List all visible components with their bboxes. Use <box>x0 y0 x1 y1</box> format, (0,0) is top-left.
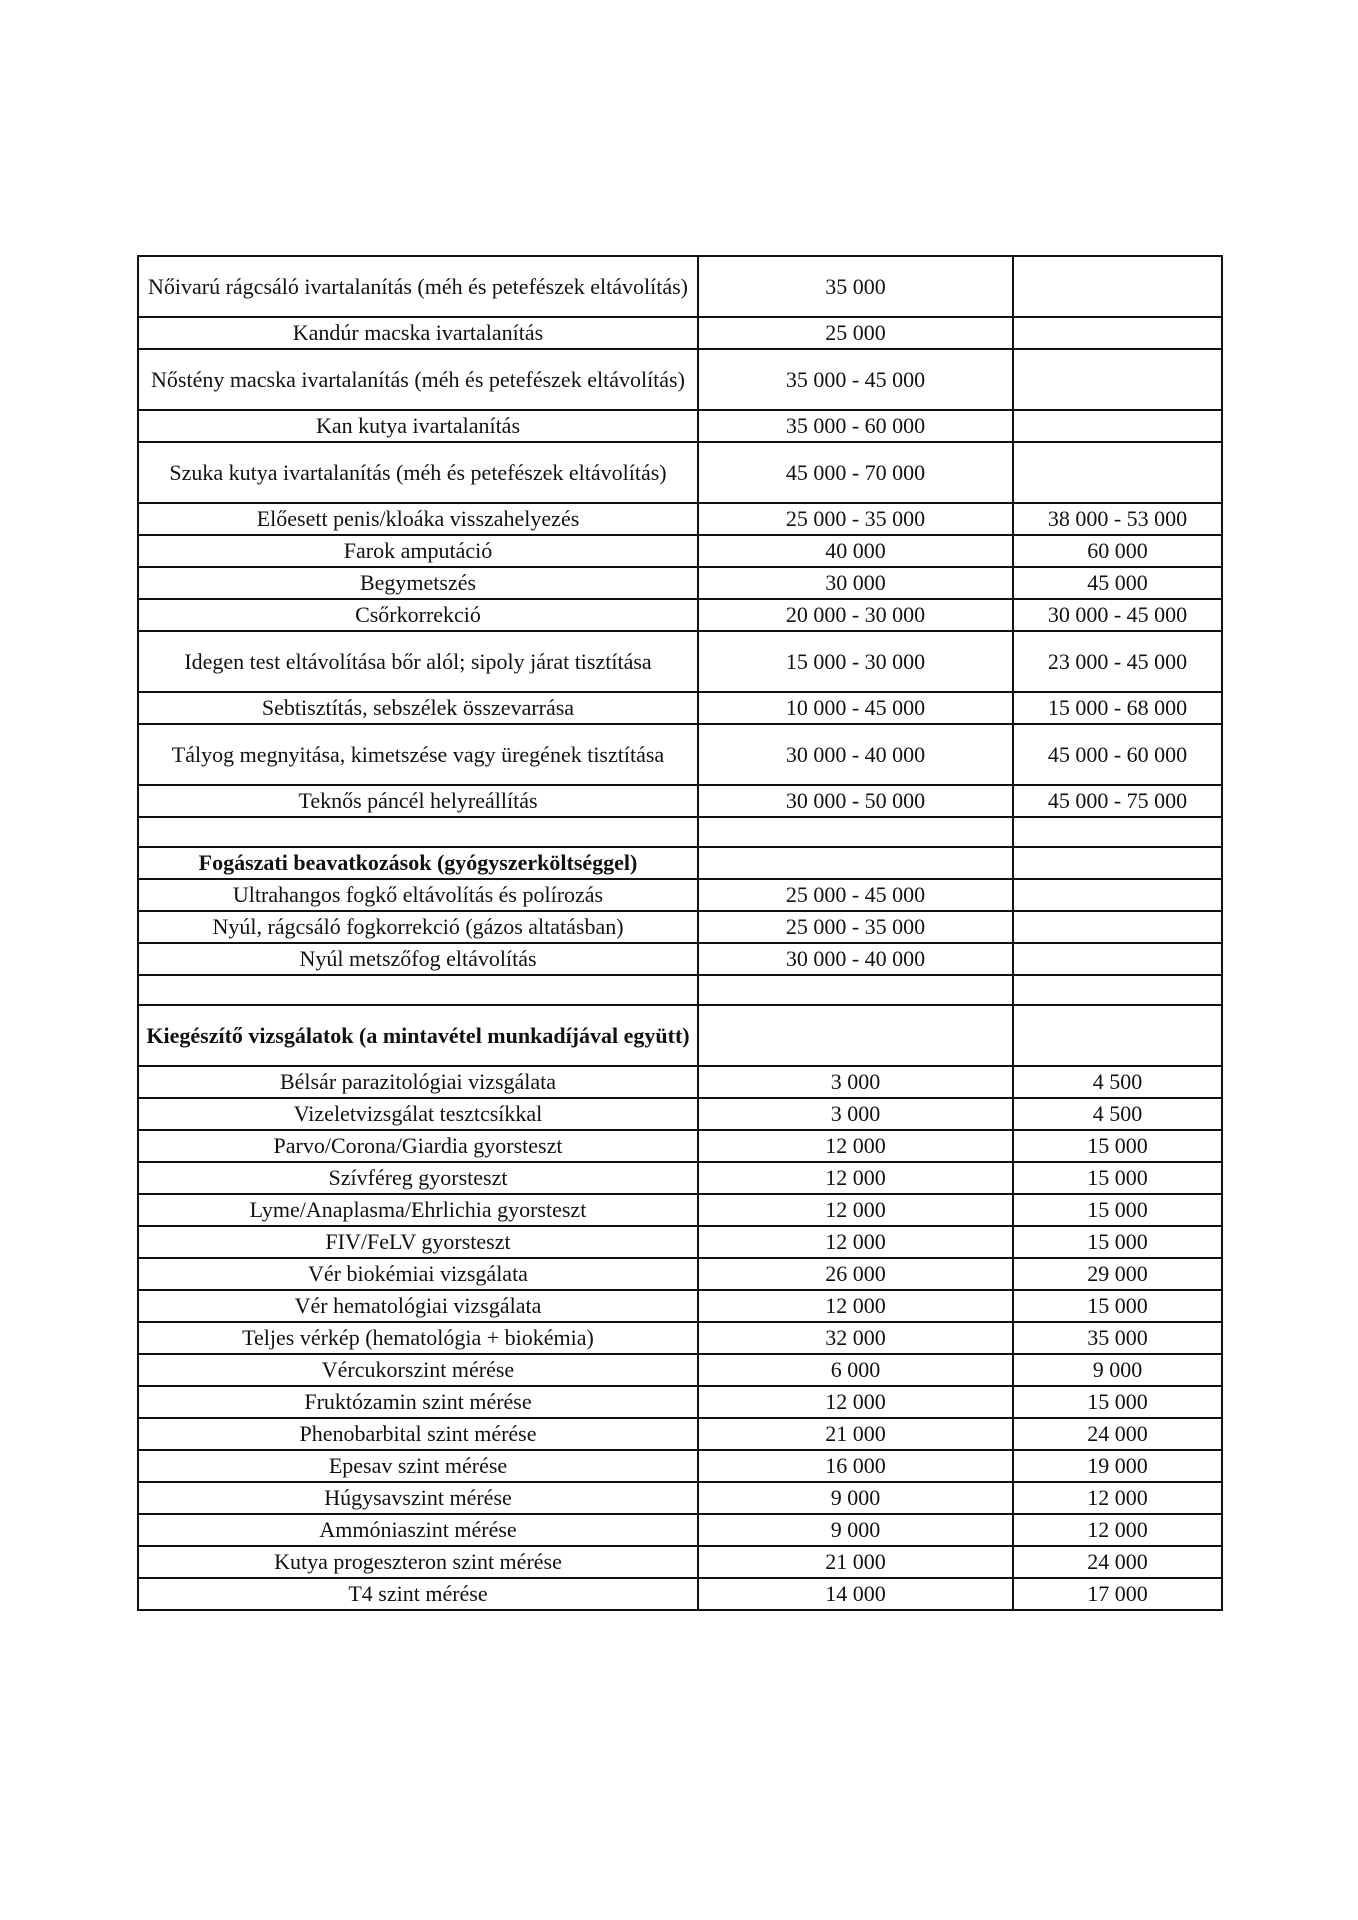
service-name-cell: Nőstény macska ivartalanítás (méh és petefészek eltávolítás) <box>138 349 698 410</box>
table-row <box>138 442 1222 503</box>
table-row <box>138 410 1222 442</box>
price-cell: 9 000 <box>698 1482 1013 1514</box>
service-name-cell: Vér biokémiai vizsgálata <box>138 1258 698 1290</box>
price-secondary-cell: 4 500 <box>1013 1098 1222 1130</box>
table-row <box>138 1482 1222 1514</box>
price-secondary-cell <box>1013 975 1222 1005</box>
section-title: Kiegészítő vizsgálatok (a mintavétel munkadíjával együtt) <box>138 1005 698 1066</box>
price-cell: 21 000 <box>698 1546 1013 1578</box>
price-secondary-cell: 45 000 - 60 000 <box>1013 724 1222 785</box>
price-cell: 6 000 <box>698 1354 1013 1386</box>
table-row <box>138 1290 1222 1322</box>
service-name-cell: Vércukorszint mérése <box>138 1354 698 1386</box>
price-secondary-cell: 15 000 <box>1013 1130 1222 1162</box>
service-name-cell: Vizeletvizsgálat tesztcsíkkal <box>138 1098 698 1130</box>
price-secondary-cell <box>1013 943 1222 975</box>
table-row <box>138 911 1222 943</box>
price-cell: 35 000 <box>698 256 1013 317</box>
price-secondary-cell: 4 500 <box>1013 1066 1222 1098</box>
price-secondary-cell: 23 000 - 45 000 <box>1013 631 1222 692</box>
table-row <box>138 1098 1222 1130</box>
price-cell <box>698 847 1013 879</box>
service-name-cell: Parvo/Corona/Giardia gyorsteszt <box>138 1130 698 1162</box>
price-secondary-cell <box>1013 1005 1222 1066</box>
price-cell: 26 000 <box>698 1258 1013 1290</box>
price-secondary-cell <box>1013 911 1222 943</box>
price-cell: 35 000 - 45 000 <box>698 349 1013 410</box>
price-cell: 30 000 - 40 000 <box>698 943 1013 975</box>
price-cell: 30 000 - 50 000 <box>698 785 1013 817</box>
service-name-cell: Szívféreg gyorsteszt <box>138 1162 698 1194</box>
section-header-row <box>138 1005 1222 1066</box>
service-name-cell: Nyúl metszőfog eltávolítás <box>138 943 698 975</box>
price-cell: 25 000 - 45 000 <box>698 879 1013 911</box>
table-row <box>138 503 1222 535</box>
service-name-cell <box>138 817 698 847</box>
price-cell: 25 000 - 35 000 <box>698 503 1013 535</box>
price-cell <box>698 975 1013 1005</box>
table-row <box>138 785 1222 817</box>
empty-row <box>138 975 1222 1005</box>
price-secondary-cell <box>1013 442 1222 503</box>
table-row <box>138 567 1222 599</box>
price-secondary-cell: 19 000 <box>1013 1450 1222 1482</box>
table-row <box>138 1258 1222 1290</box>
service-name-cell: Bélsár parazitológiai vizsgálata <box>138 1066 698 1098</box>
service-name-cell: Fruktózamin szint mérése <box>138 1386 698 1418</box>
section-header-row <box>138 847 1222 879</box>
service-name-cell: Farok amputáció <box>138 535 698 567</box>
price-cell: 32 000 <box>698 1322 1013 1354</box>
price-table-body <box>138 256 1222 1610</box>
service-name-cell: Tályog megnyitása, kimetszése vagy üregének tisztítása <box>138 724 698 785</box>
service-name-cell: Előesett penis/kloáka visszahelyezés <box>138 503 698 535</box>
table-row <box>138 1194 1222 1226</box>
price-cell: 10 000 - 45 000 <box>698 692 1013 724</box>
table-row <box>138 1130 1222 1162</box>
price-cell: 21 000 <box>698 1418 1013 1450</box>
table-row <box>138 1546 1222 1578</box>
price-secondary-cell <box>1013 256 1222 317</box>
price-cell: 20 000 - 30 000 <box>698 599 1013 631</box>
price-secondary-cell: 60 000 <box>1013 535 1222 567</box>
price-cell: 12 000 <box>698 1290 1013 1322</box>
price-cell: 12 000 <box>698 1386 1013 1418</box>
price-secondary-cell: 17 000 <box>1013 1578 1222 1610</box>
service-name-cell: T4 szint mérése <box>138 1578 698 1610</box>
table-row <box>138 1066 1222 1098</box>
service-name-cell: Begymetszés <box>138 567 698 599</box>
price-secondary-cell: 45 000 <box>1013 567 1222 599</box>
service-name-cell: Phenobarbital szint mérése <box>138 1418 698 1450</box>
service-name-cell: FIV/FeLV gyorsteszt <box>138 1226 698 1258</box>
price-cell: 9 000 <box>698 1514 1013 1546</box>
price-table <box>137 255 1223 1611</box>
price-secondary-cell <box>1013 410 1222 442</box>
price-secondary-cell: 30 000 - 45 000 <box>1013 599 1222 631</box>
price-secondary-cell: 15 000 <box>1013 1386 1222 1418</box>
table-row <box>138 724 1222 785</box>
price-cell: 3 000 <box>698 1098 1013 1130</box>
price-cell: 30 000 <box>698 567 1013 599</box>
service-name-cell: Vér hematológiai vizsgálata <box>138 1290 698 1322</box>
service-name-cell: Teljes vérkép (hematológia + biokémia) <box>138 1322 698 1354</box>
price-cell: 14 000 <box>698 1578 1013 1610</box>
price-secondary-cell: 15 000 <box>1013 1290 1222 1322</box>
price-cell: 12 000 <box>698 1194 1013 1226</box>
price-cell <box>698 1005 1013 1066</box>
table-row <box>138 692 1222 724</box>
table-row <box>138 535 1222 567</box>
price-secondary-cell: 35 000 <box>1013 1322 1222 1354</box>
table-row <box>138 1162 1222 1194</box>
price-cell: 16 000 <box>698 1450 1013 1482</box>
service-name-cell <box>138 975 698 1005</box>
table-row <box>138 317 1222 349</box>
price-secondary-cell: 24 000 <box>1013 1418 1222 1450</box>
table-row <box>138 599 1222 631</box>
price-secondary-cell: 9 000 <box>1013 1354 1222 1386</box>
price-secondary-cell: 12 000 <box>1013 1514 1222 1546</box>
price-secondary-cell <box>1013 847 1222 879</box>
table-row <box>138 349 1222 410</box>
price-cell: 40 000 <box>698 535 1013 567</box>
service-name-cell: Nyúl, rágcsáló fogkorrekció (gázos altatásban) <box>138 911 698 943</box>
price-cell: 25 000 - 35 000 <box>698 911 1013 943</box>
price-cell: 15 000 - 30 000 <box>698 631 1013 692</box>
table-row <box>138 256 1222 317</box>
service-name-cell: Ultrahangos fogkő eltávolítás és polírozás <box>138 879 698 911</box>
price-secondary-cell <box>1013 879 1222 911</box>
service-name-cell: Szuka kutya ivartalanítás (méh és petefészek eltávolítás) <box>138 442 698 503</box>
price-secondary-cell: 15 000 <box>1013 1162 1222 1194</box>
service-name-cell: Csőrkorrekció <box>138 599 698 631</box>
price-secondary-cell: 15 000 <box>1013 1194 1222 1226</box>
price-secondary-cell: 15 000 - 68 000 <box>1013 692 1222 724</box>
service-name-cell: Nőivarú rágcsáló ivartalanítás (méh és petefészek eltávolítás) <box>138 256 698 317</box>
price-secondary-cell <box>1013 317 1222 349</box>
service-name-cell: Sebtisztítás, sebszélek összevarrása <box>138 692 698 724</box>
price-secondary-cell: 45 000 - 75 000 <box>1013 785 1222 817</box>
price-cell: 12 000 <box>698 1226 1013 1258</box>
price-secondary-cell: 24 000 <box>1013 1546 1222 1578</box>
service-name-cell: Idegen test eltávolítása bőr alól; sipoly járat tisztítása <box>138 631 698 692</box>
price-secondary-cell: 38 000 - 53 000 <box>1013 503 1222 535</box>
table-row <box>138 879 1222 911</box>
table-row <box>138 1578 1222 1610</box>
price-cell: 45 000 - 70 000 <box>698 442 1013 503</box>
table-row <box>138 1450 1222 1482</box>
table-row <box>138 943 1222 975</box>
price-cell: 30 000 - 40 000 <box>698 724 1013 785</box>
table-row <box>138 1386 1222 1418</box>
service-name-cell: Teknős páncél helyreállítás <box>138 785 698 817</box>
price-secondary-cell: 29 000 <box>1013 1258 1222 1290</box>
empty-row <box>138 817 1222 847</box>
table-row <box>138 1418 1222 1450</box>
price-cell: 3 000 <box>698 1066 1013 1098</box>
price-cell: 12 000 <box>698 1130 1013 1162</box>
table-row <box>138 1322 1222 1354</box>
price-secondary-cell <box>1013 817 1222 847</box>
price-cell: 35 000 - 60 000 <box>698 410 1013 442</box>
price-cell <box>698 817 1013 847</box>
table-row <box>138 631 1222 692</box>
table-row <box>138 1514 1222 1546</box>
price-cell: 12 000 <box>698 1162 1013 1194</box>
table-row <box>138 1226 1222 1258</box>
section-title: Fogászati beavatkozások (gyógyszerköltséggel) <box>138 847 698 879</box>
service-name-cell: Húgysavszint mérése <box>138 1482 698 1514</box>
service-name-cell: Kutya progeszteron szint mérése <box>138 1546 698 1578</box>
price-secondary-cell <box>1013 349 1222 410</box>
service-name-cell: Kan kutya ivartalanítás <box>138 410 698 442</box>
service-name-cell: Ammóniaszint mérése <box>138 1514 698 1546</box>
price-secondary-cell: 12 000 <box>1013 1482 1222 1514</box>
table-row <box>138 1354 1222 1386</box>
service-name-cell: Lyme/Anaplasma/Ehrlichia gyorsteszt <box>138 1194 698 1226</box>
price-cell: 25 000 <box>698 317 1013 349</box>
price-secondary-cell: 15 000 <box>1013 1226 1222 1258</box>
service-name-cell: Epesav szint mérése <box>138 1450 698 1482</box>
service-name-cell: Kandúr macska ivartalanítás <box>138 317 698 349</box>
